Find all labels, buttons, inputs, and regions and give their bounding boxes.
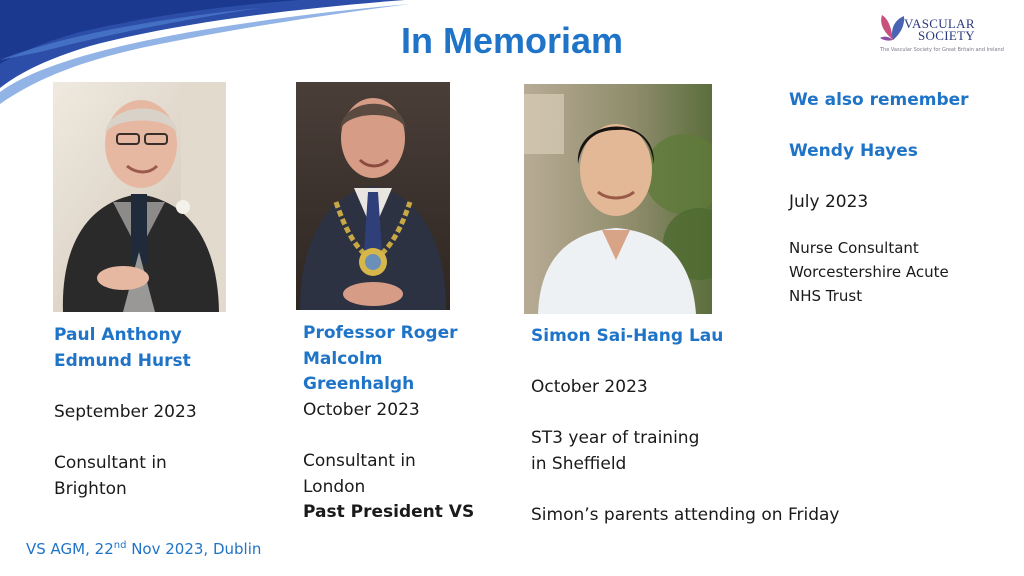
photo-person-2 (296, 82, 450, 310)
footer-event (26, 540, 261, 558)
person-2-detail-line-1: Consultant in (303, 450, 416, 471)
logo-tagline: The Vascular Society for Great Britain and Ireland (880, 47, 1004, 53)
also-remember-detail-line-2: Worcestershire Acute (789, 262, 949, 281)
photo-person-3 (524, 84, 712, 314)
also-remember-detail-line-3: NHS Trust (789, 286, 863, 305)
logo-wordmark (904, 18, 975, 42)
vascular-society-logo (874, 8, 1014, 60)
person-2-extra: Past President VS (303, 502, 475, 523)
person-3-detail-line-1: ST3 year of training (531, 428, 700, 449)
page-title: In Memoriam (400, 20, 624, 61)
person-1-detail-line-1: Consultant in (54, 452, 167, 473)
also-remember-panel (789, 88, 969, 308)
also-remember-name: Wendy Hayes (789, 141, 918, 162)
person-2-date: October 2023 (303, 399, 420, 420)
also-remember-date: July 2023 (789, 192, 869, 213)
person-1-name-line-1: Paul Anthony (54, 325, 182, 345)
person-3-detail-line-2: in Sheffield (531, 453, 627, 474)
footer-prefix: VS AGM, 22 (26, 540, 114, 558)
person-2-info (303, 321, 474, 526)
person-3-name: Simon Sai-Hang Lau (531, 326, 724, 346)
footer-sup: nd (113, 540, 127, 551)
person-1-info (54, 323, 197, 502)
logo-line-2: SOCIETY (918, 28, 975, 43)
also-remember-heading: We also remember (789, 90, 969, 110)
person-2-detail-line-2: London (303, 476, 366, 497)
person-1-name-line-2: Edmund Hurst (54, 350, 191, 371)
logo-line-1: VASCULAR (904, 16, 975, 31)
person-3-info (531, 324, 839, 529)
footer-suffix: Nov 2023, Dublin (126, 540, 262, 558)
photo-person-1 (53, 82, 226, 312)
also-remember-detail-line-1: Nurse Consultant (789, 238, 919, 257)
person-1-detail-line-2: Brighton (54, 478, 127, 499)
person-2-name-line-2: Malcolm (303, 348, 383, 369)
person-1-date: September 2023 (54, 401, 197, 422)
person-2-name-line-1: Professor Roger (303, 323, 458, 343)
person-3-date: October 2023 (531, 377, 648, 398)
person-3-extra: Simon’s parents attending on Friday (531, 505, 840, 526)
person-2-name-line-3: Greenhalgh (303, 374, 415, 395)
